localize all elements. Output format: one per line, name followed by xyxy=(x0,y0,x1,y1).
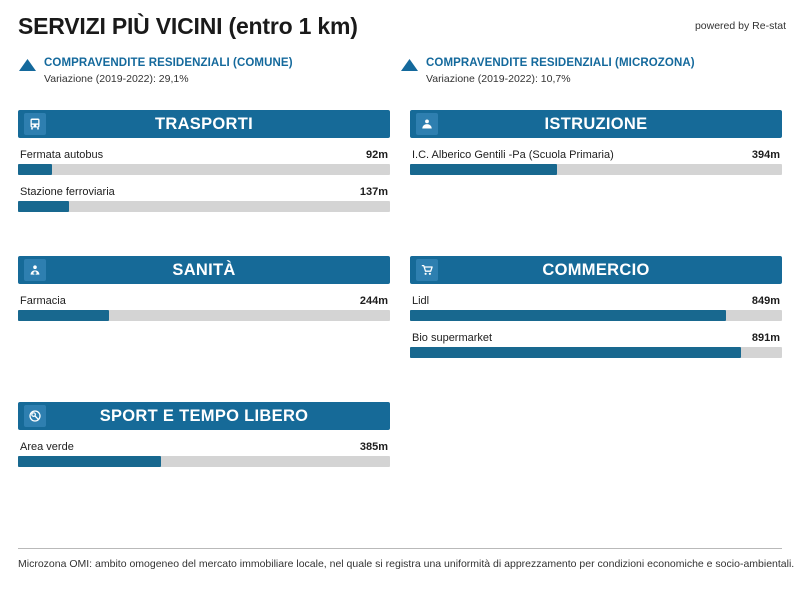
item-label: I.C. Alberico Gentili -Pa (Scuola Primaria) xyxy=(412,149,614,161)
list-item xyxy=(410,295,782,321)
category-istruzione-header xyxy=(410,110,782,138)
category-trasporti-title: TRASPORTI xyxy=(154,114,254,133)
category-sanita-items xyxy=(18,295,390,321)
item-label: Lidl xyxy=(412,295,430,307)
sport-icon xyxy=(24,405,46,427)
distance-bar-fill xyxy=(18,456,161,467)
item-label: Stazione ferroviaria xyxy=(20,186,115,198)
list-item xyxy=(18,295,390,321)
category-sport xyxy=(18,402,390,478)
footnote: Microzona OMI: ambito omogeneo del mercato immobiliare locale, nel quale si registra una uniformità di apprezzamento per condizioni economiche e socio-ambientali. xyxy=(18,558,795,570)
distance-bar-track xyxy=(18,456,390,467)
item-value: 137m xyxy=(359,186,388,198)
indicators-row xyxy=(18,56,782,86)
list-item xyxy=(410,149,782,175)
category-commercio-title: COMMERCIO xyxy=(542,260,650,279)
page-title: SERVIZI PIÙ VICINI (entro 1 km) xyxy=(18,13,358,39)
category-sanita xyxy=(18,256,390,332)
distance-bar-fill xyxy=(410,347,741,358)
triangle-up-icon xyxy=(18,58,37,73)
list-item xyxy=(18,149,390,175)
indicator-microzona-subtitle: Variazione (2019-2022): 10,7% xyxy=(426,73,571,85)
powered-by-label: powered by Re-stat xyxy=(694,20,786,32)
school-icon xyxy=(416,113,438,135)
cart-icon xyxy=(416,259,438,281)
category-commercio xyxy=(410,256,782,369)
item-value: 244m xyxy=(359,295,388,307)
distance-bar-track xyxy=(18,310,390,321)
category-istruzione xyxy=(410,110,782,186)
distance-bar-track xyxy=(410,347,782,358)
item-value: 891m xyxy=(751,332,780,344)
list-item xyxy=(18,441,390,467)
category-istruzione-items xyxy=(410,149,782,175)
indicator-comune xyxy=(18,56,400,86)
triangle-up-icon xyxy=(400,58,419,73)
distance-bar-fill xyxy=(18,201,69,212)
category-istruzione-title: ISTRUZIONE xyxy=(544,114,648,133)
category-trasporti-header xyxy=(18,110,390,138)
item-label: Bio supermarket xyxy=(412,332,493,344)
list-item xyxy=(18,186,390,212)
item-value: 394m xyxy=(751,149,780,161)
category-trasporti-items xyxy=(18,149,390,212)
footer-divider xyxy=(18,548,782,549)
category-sanita-title: SANITÀ xyxy=(172,260,236,279)
list-item xyxy=(410,332,782,358)
distance-bar-fill xyxy=(410,164,557,175)
category-sanita-header xyxy=(18,256,390,284)
health-icon xyxy=(24,259,46,281)
indicator-microzona-title: COMPRAVENDITE RESIDENZIALI (MICROZONA) xyxy=(426,57,695,69)
bus-icon xyxy=(24,113,46,135)
distance-bar-track xyxy=(410,164,782,175)
category-sport-title: SPORT E TEMPO LIBERO xyxy=(99,406,309,425)
distance-bar-track xyxy=(410,310,782,321)
item-value: 385m xyxy=(359,441,388,453)
item-label: Area verde xyxy=(20,441,74,453)
item-label: Fermata autobus xyxy=(20,149,104,161)
item-value: 92m xyxy=(365,149,388,161)
distance-bar-track xyxy=(18,201,390,212)
category-commercio-header xyxy=(410,256,782,284)
category-trasporti xyxy=(18,110,390,223)
item-label: Farmacia xyxy=(20,295,66,307)
distance-bar-fill xyxy=(18,310,109,321)
category-sport-header xyxy=(18,402,390,430)
category-commercio-items xyxy=(410,295,782,358)
distance-bar-fill xyxy=(18,164,52,175)
header xyxy=(18,12,786,46)
indicator-comune-title: COMPRAVENDITE RESIDENZIALI (COMUNE) xyxy=(44,57,293,69)
distance-bar-fill xyxy=(410,310,726,321)
distance-bar-track xyxy=(18,164,390,175)
indicator-comune-subtitle: Variazione (2019-2022): 29,1% xyxy=(44,73,189,85)
indicator-microzona xyxy=(400,56,782,86)
item-value: 849m xyxy=(751,295,780,307)
category-sport-items xyxy=(18,441,390,467)
